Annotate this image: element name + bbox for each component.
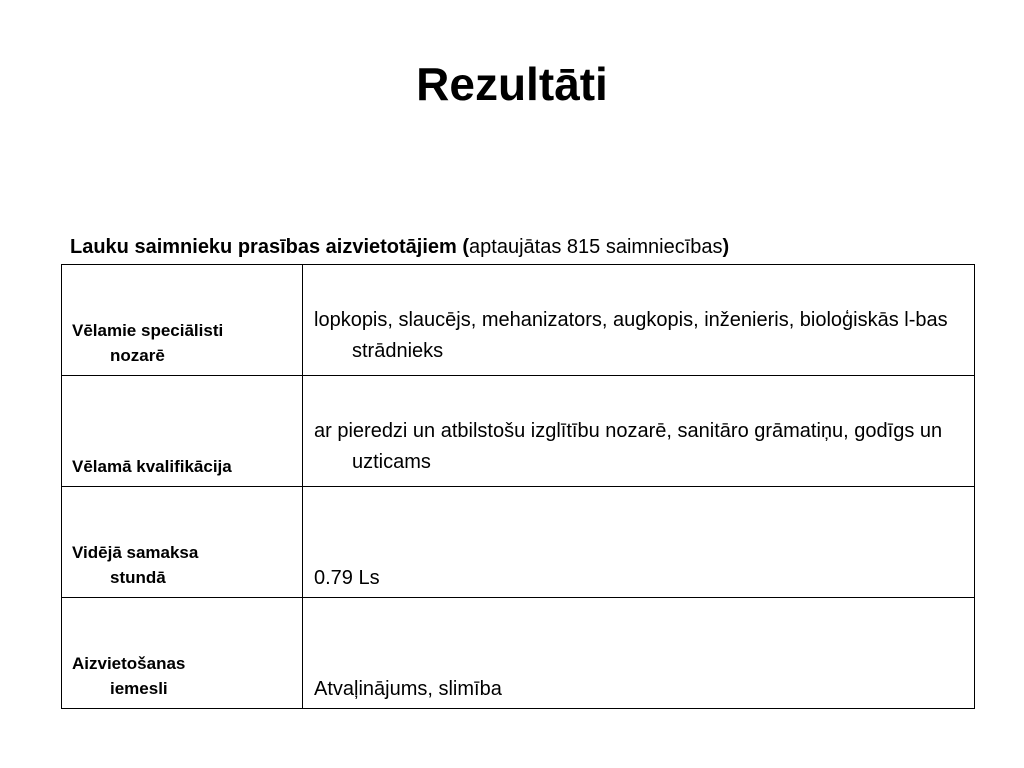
caption-bold-text: Lauku saimnieku prasības aizvietotājiem ( xyxy=(70,236,470,258)
row-label-cell xyxy=(62,487,303,598)
row-label-reasons xyxy=(62,651,287,708)
row-value-cell xyxy=(303,598,975,709)
table-row xyxy=(62,598,975,709)
label-line: stundā xyxy=(110,568,166,587)
row-value-specialists: lopkopis, slaucējs, mehanizators, augkopis, inženieris, bioloģiskās l-bas strādnieks xyxy=(314,309,948,362)
row-label-cell xyxy=(62,598,303,709)
caption-close-paren: ) xyxy=(722,236,730,258)
label-line: Vēlamā kvalifikācija xyxy=(72,457,232,476)
row-value-reasons: Atvaļinājums, slimība xyxy=(314,678,502,700)
table-row xyxy=(62,265,975,376)
row-label-cell xyxy=(62,376,303,487)
table-caption xyxy=(70,233,729,261)
caption-regular-text: aptaujātas 815 saimniecības xyxy=(469,236,723,258)
row-value-cell xyxy=(303,487,975,598)
table-row xyxy=(62,376,975,487)
results-table xyxy=(61,264,975,709)
table-row xyxy=(62,487,975,598)
row-label-hourly-pay xyxy=(62,540,287,597)
row-value-cell xyxy=(303,265,975,376)
row-label-cell xyxy=(62,265,303,376)
row-value-cell xyxy=(303,376,975,487)
row-label-specialists xyxy=(62,318,287,375)
slide-title: Rezultāti xyxy=(416,58,608,110)
label-line: iemesli xyxy=(110,679,168,698)
label-line: Aizvietošanas xyxy=(72,654,186,673)
label-line: nozarē xyxy=(110,346,165,365)
row-label-qualification xyxy=(62,454,287,486)
row-value-hourly-pay: 0.79 Ls xyxy=(314,567,380,589)
label-line: Vēlamie speciālisti xyxy=(72,321,224,340)
row-value-qualification: ar pieredzi un atbilstošu izglītību nozarē, sanitāro grāmatiņu, godīgs un uzticams xyxy=(314,420,943,473)
label-line: Vidējā samaksa xyxy=(72,543,199,562)
